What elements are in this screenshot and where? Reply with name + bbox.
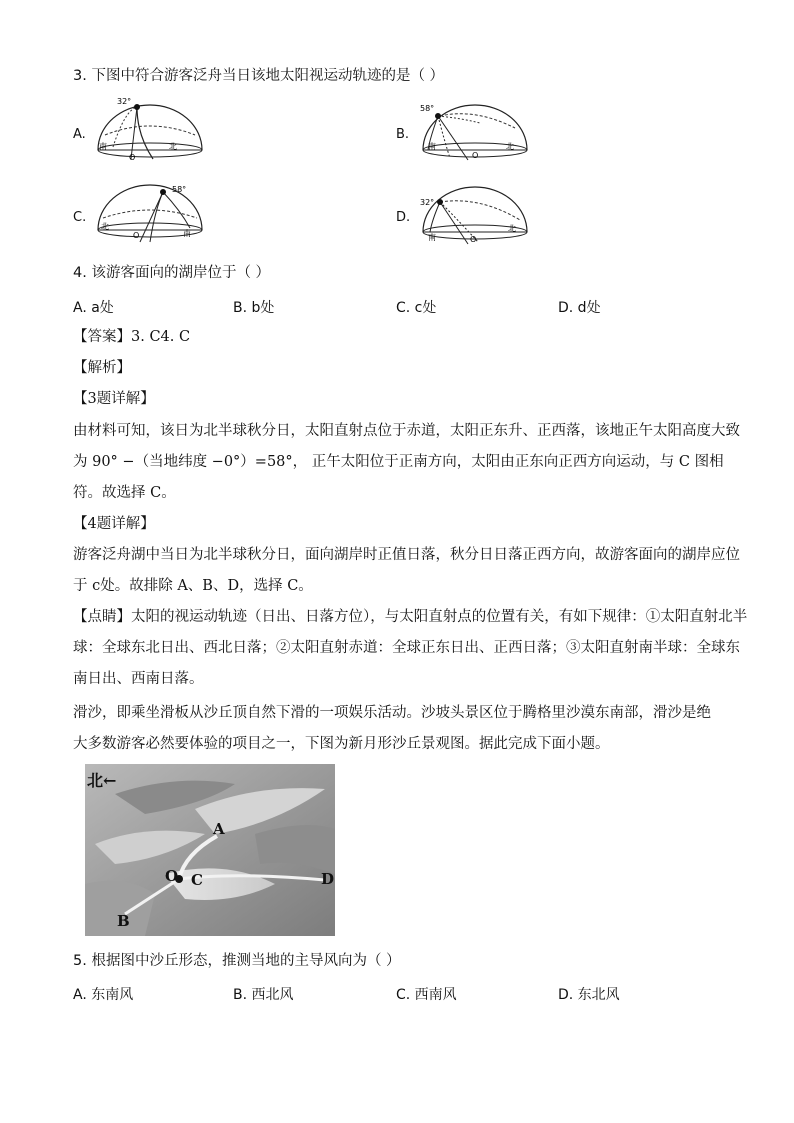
passage-line-2: 大多数游客必然要体验的项目之一，下图为新月形沙丘景观图。据此完成下面小题。: [73, 736, 610, 752]
q3-c-angle: 58°: [172, 185, 187, 194]
q3-c-right: 南: [183, 229, 191, 238]
q3-a-right: 北: [169, 142, 177, 151]
q3-option-c-letter[interactable]: C.: [73, 210, 87, 225]
answer-tag: 【答案】: [73, 329, 131, 345]
q3-a-angle: 32°: [117, 97, 132, 106]
q3-option-a-letter[interactable]: A.: [73, 127, 86, 142]
point-a-label: A: [213, 820, 225, 838]
q5-option-b[interactable]: B. 西北风: [233, 987, 294, 1003]
point-d-label: D: [321, 870, 335, 888]
q3-stem: 3. 下图中符合游客泛舟当日该地太阳视运动轨迹的是（ ）: [73, 68, 445, 84]
q5-option-a[interactable]: A. 东南风: [73, 987, 134, 1003]
q4-stem: 4. 该游客面向的湖岸位于（ ）: [73, 265, 271, 281]
tip-line-2: 球：全球东北日出、西北日落；②太阳直射赤道：全球正东日出、正西日落；③太阳直射南半球：全球东: [73, 640, 740, 656]
q3-d-left: 南: [428, 233, 436, 242]
passage-line-1: 滑沙，即乘坐滑板从沙丘顶自然下滑的一项娱乐活动。沙坡头景区位于腾格里沙漠东南部，滑沙是绝: [73, 705, 711, 721]
answer-text: 3. C4. C: [131, 329, 191, 345]
dune-photo: [85, 764, 335, 936]
tip-line-1: 【点睛】太阳的视运动轨迹（日出、日落方位），与太阳直射点的位置有关，有如下规律：①太阳直射北半: [73, 609, 748, 625]
detail4-line-2: 于 c处。故排除 A、B、D，选择 C。: [73, 578, 313, 594]
q3-b-angle: 58°: [420, 104, 435, 113]
analysis-tag: 【解析】: [73, 360, 131, 376]
detail3-line-3: 符。故选择 C。: [73, 485, 176, 501]
q3-d-angle: 32°: [420, 198, 435, 207]
q5-option-c[interactable]: C. 西南风: [396, 987, 457, 1003]
q4-option-c[interactable]: C. c处: [396, 300, 437, 316]
detail4-line-1: 游客泛舟湖中当日为北半球秋分日，面向湖岸时正值日落，秋分日日落正西方向，故游客面向的湖岸应位: [73, 547, 740, 563]
q4-option-a[interactable]: A. a处: [73, 300, 114, 316]
q3-diagram-d[interactable]: [420, 182, 530, 256]
detail3-line-2: 为 90° −（当地纬度 −0°）=58°， 正午太阳位于正南方向，太阳由正东向正西方向运动，与 C 图相: [73, 454, 724, 470]
q3-d-right: 北: [508, 224, 516, 233]
q3-option-b-letter[interactable]: B.: [396, 127, 410, 142]
point-o-label: O: [165, 867, 179, 885]
q3-option-d-letter[interactable]: D.: [396, 210, 411, 225]
q3-a-center: O: [129, 153, 136, 162]
q3-c-center: O: [133, 231, 140, 240]
point-b-label: B: [117, 912, 130, 930]
point-c-label: C: [191, 871, 203, 889]
detail4-tag: 【4题详解】: [73, 516, 155, 532]
q3-diagram-a[interactable]: [95, 95, 205, 169]
sun-icon: [134, 104, 140, 110]
q5-stem: 5. 根据图中沙丘形态，推测当地的主导风向为（ ）: [73, 953, 401, 969]
tip-tag: 【点睛】: [73, 609, 131, 625]
q4-option-b[interactable]: B. b处: [233, 300, 275, 316]
q5-option-d[interactable]: D. 东北风: [558, 987, 620, 1003]
q3-b-center: O: [472, 151, 479, 160]
north-arrow-label: 北←: [87, 771, 117, 790]
tip-line-3: 南日出、西南日落。: [73, 671, 204, 687]
detail3-tag: 【3题详解】: [73, 391, 155, 407]
q3-diagram-b[interactable]: [420, 98, 530, 172]
q3-b-right: 北: [506, 142, 514, 151]
q3-c-left: 北: [101, 222, 109, 231]
q4-option-d[interactable]: D. d处: [558, 300, 601, 316]
sun-icon: [435, 113, 441, 119]
detail3-line-1: 由材料可知，该日为北半球秋分日，太阳直射点位于赤道，太阳正东升、正西落，该地正午太阳高度大致: [73, 423, 740, 439]
answer-line: [73, 327, 190, 347]
sun-icon: [437, 199, 443, 205]
q3-diagram-c[interactable]: [95, 180, 205, 254]
q3-d-center: O: [470, 235, 477, 244]
q3-b-left: 南: [428, 142, 436, 151]
q3-a-left: 南: [99, 142, 107, 151]
sun-icon: [160, 189, 166, 195]
